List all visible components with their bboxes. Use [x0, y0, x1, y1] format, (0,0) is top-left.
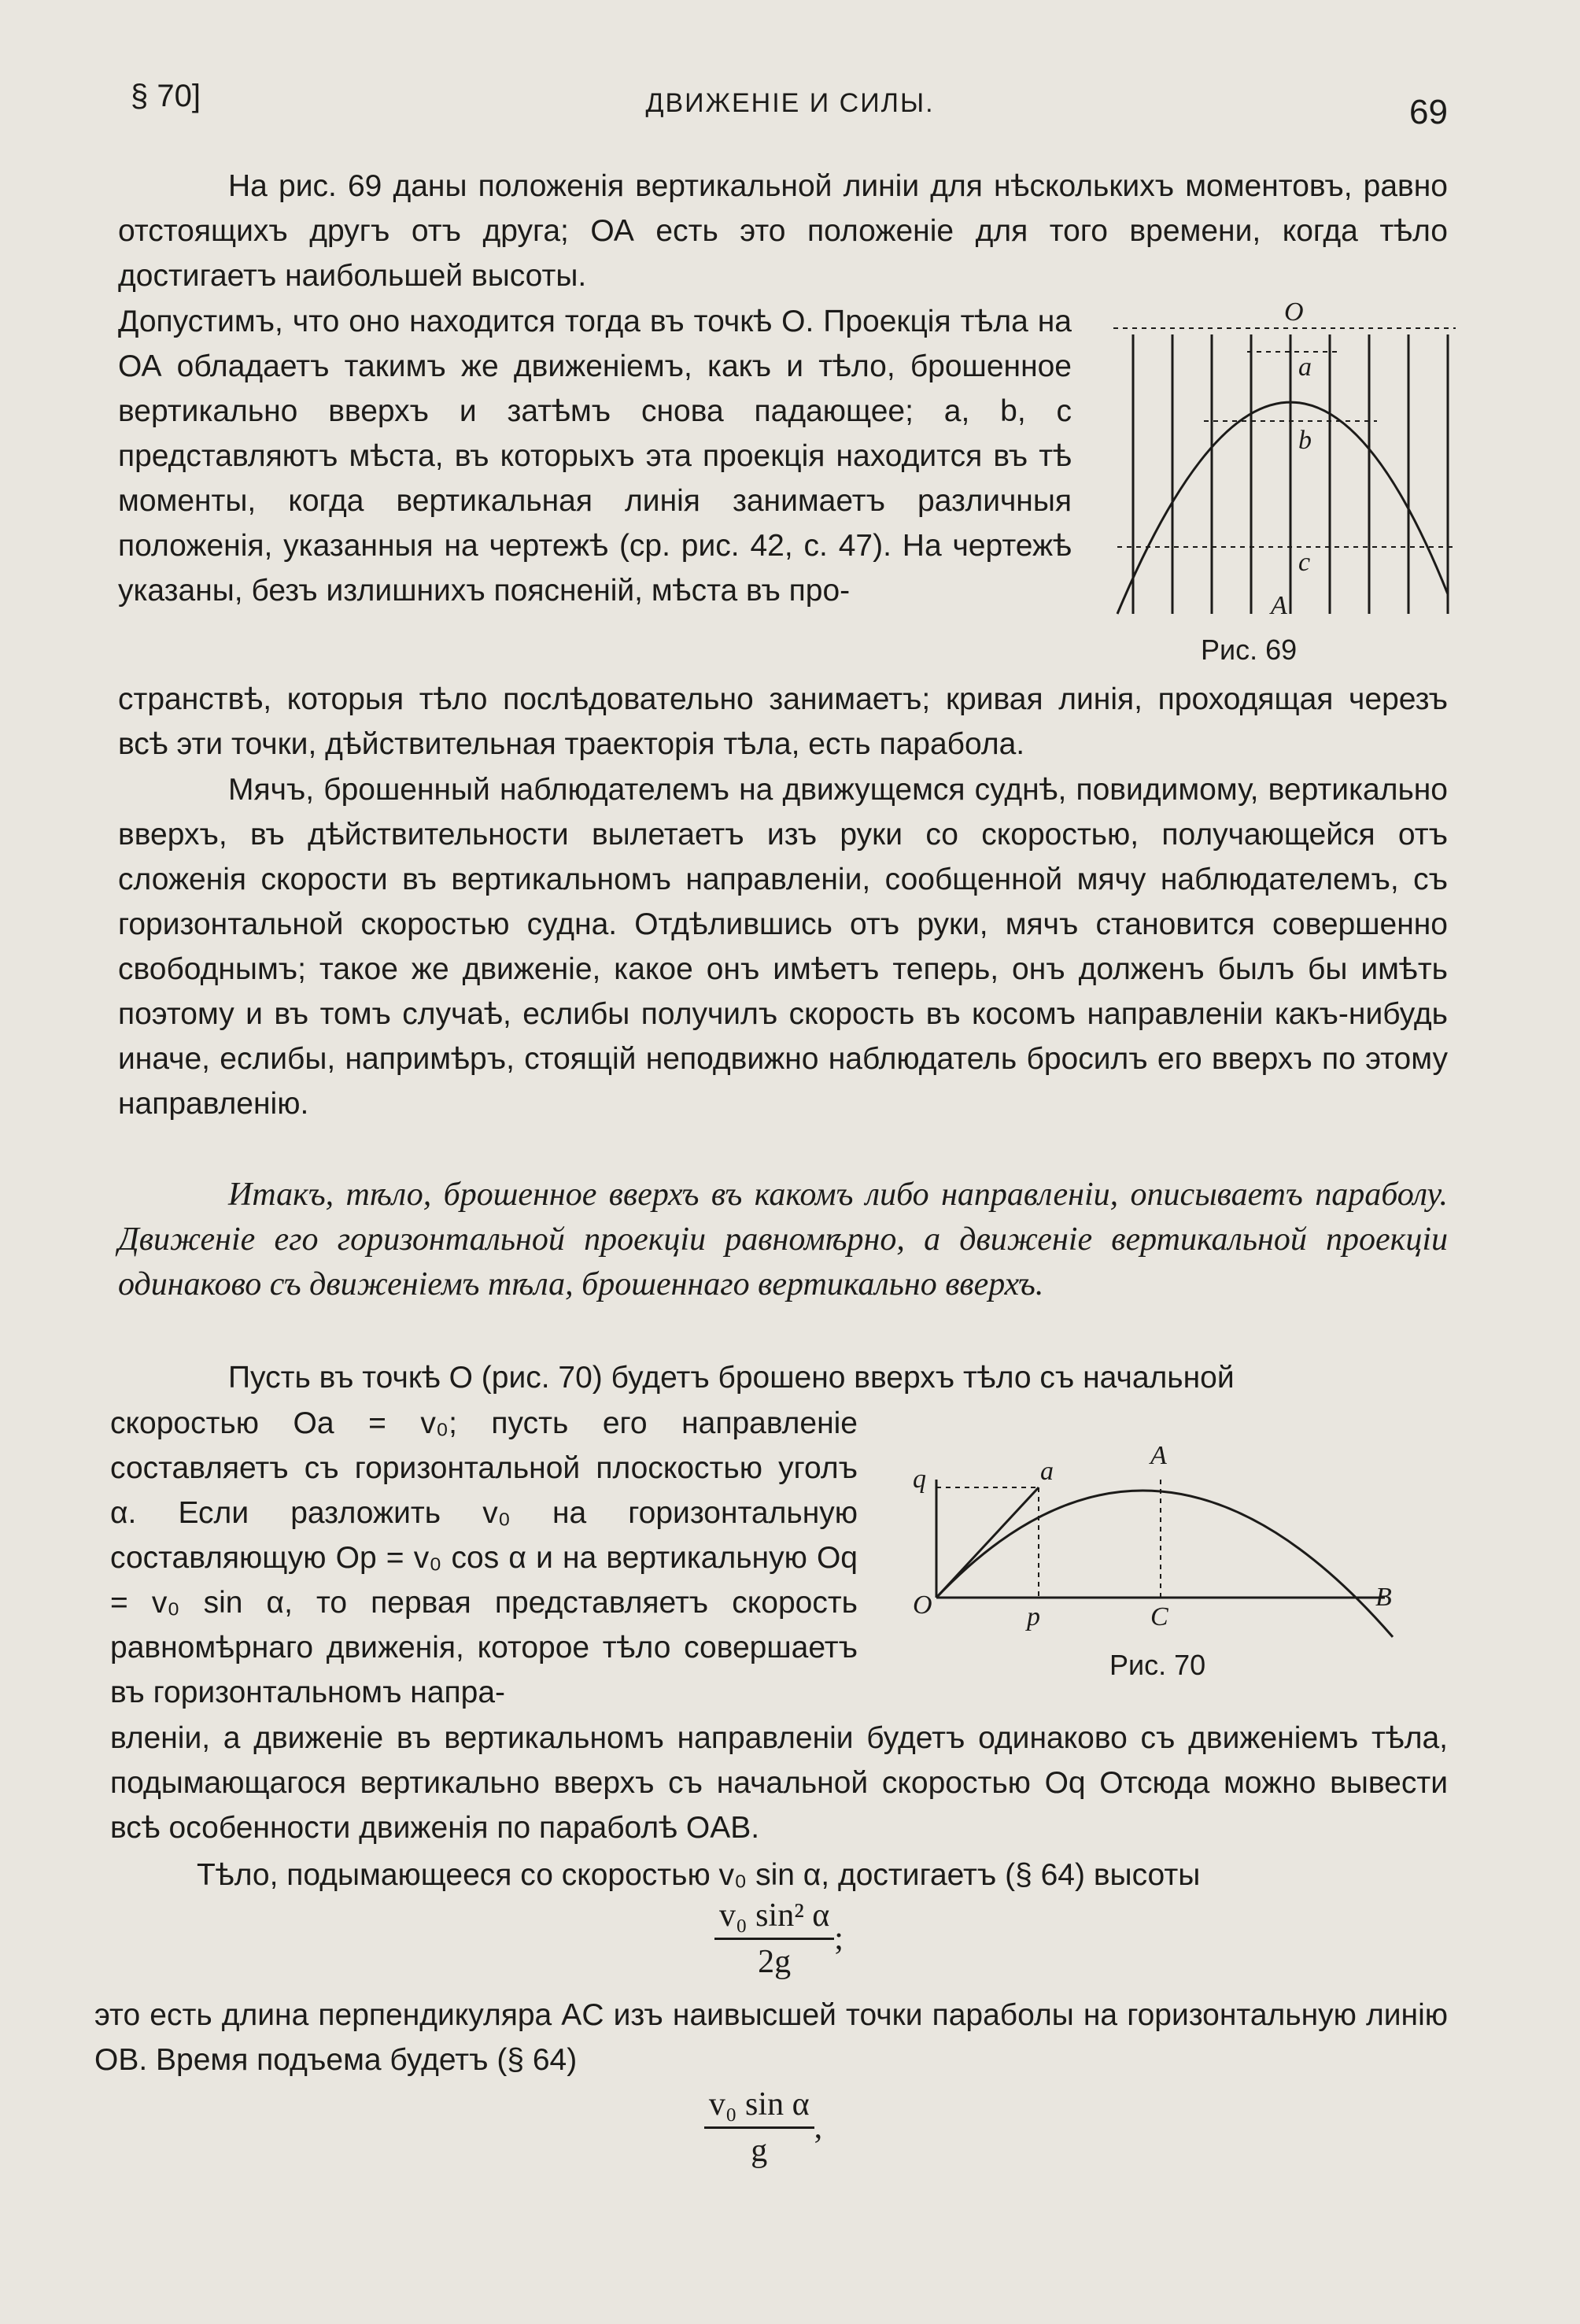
paragraph-4-side: скоростью Оa = v₀; пусть его направленіе составляетъ съ горизонтальной плоскостью уголъ α. Если разложить v₀ на горизонтальную составляющую Op = v₀ cos α и на вертикальную Oq = v₀ sin α, то первая представляетъ скорость равномѣрнаго движенія, которое тѣло совершаетъ въ горизонтальномъ напра-: [110, 1406, 858, 1709]
running-title: ДВИЖЕНІЕ И СИЛЫ.: [645, 88, 935, 118]
paragraph-3-conclusion: Итакъ, тѣло, брошенное вверхъ въ какомъ либо направленіи, описываетъ параболу. Движеніе его горизонтальной проекціи равномѣрно, а движеніе вертикальной проекціи одинаково съ движеніемъ тѣла, брошеннаго вертикально вверхъ.: [118, 1177, 1448, 1302]
figure-69-caption: Рис. 69: [1201, 634, 1298, 666]
fig69-label-A: A: [1271, 591, 1287, 620]
formula-rise-time: [661, 2086, 866, 2170]
paragraph-4-tail: вленіи, а движеніе въ вертикальномъ направленіи будетъ одинаково съ движеніемъ тѣла, подымающагося вертикально вверхъ съ начальной скоростью Oq Отсюда можно вывести всѣ особенности движенія по параболѣ OAB.: [110, 1721, 1448, 1845]
figure-70-projectile-diagram: [905, 1440, 1408, 1645]
fig70-label-p: p: [1027, 1602, 1040, 1631]
fig70-label-B: B: [1375, 1583, 1392, 1612]
fig70-label-a: a: [1040, 1457, 1054, 1486]
fraction-numerator: v₀ sin² α: [714, 1897, 834, 1940]
fig70-label-A: A: [1150, 1441, 1167, 1470]
fig70-label-q: q: [913, 1465, 926, 1494]
figure-70-caption: Рис. 70: [1109, 1649, 1206, 1681]
fraction-denominator: 2g: [758, 1944, 792, 1980]
formula-punctuation: ,: [814, 2109, 823, 2146]
fig69-label-c: c: [1298, 548, 1311, 577]
fig69-label-b: b: [1298, 426, 1312, 455]
paragraph-1-tail: странствѣ, которыя тѣло послѣдовательно занимаетъ; кривая линія, проходящая черезъ всѣ эти точки, дѣйствительная траекторія тѣла, есть парабола.: [118, 682, 1448, 761]
paragraph-1-intro: На рис. 69 даны положенія вертикальной линіи для нѣсколькихъ моментовъ, равно отстоящихъ другъ отъ друга; ОА есть это положеніе для того времени, когда тѣло достигаетъ наибольшей высоты.: [118, 169, 1448, 293]
fraction-numerator: v₀ sin α: [704, 2086, 814, 2129]
fig70-label-C: C: [1150, 1602, 1168, 1631]
paragraph-1-side: Допустимъ, что оно находится тогда въ точкѣ О. Проекція тѣла на ОА обладаетъ такимъ же движеніемъ, какъ и тѣло, брошенное вертикально вверхъ и затѣмъ снова падающее; a, b, c представляютъ мѣста, въ которыхъ эта проекція находится въ тѣ моменты, когда вертикальная линія занимаетъ различныя положенія, указанныя на чертежѣ (ср. рис. 42, с. 47). На чертежѣ указаны, безъ излишнихъ поясненій, мѣста въ про-: [118, 305, 1072, 608]
paragraph-4-intro: Пусть въ точкѣ О (рис. 70) будетъ брошено вверхъ тѣло съ начальной: [228, 1361, 1235, 1395]
formula-punctuation: ;: [834, 1920, 844, 1957]
paragraph-2: Мячъ, брошенный наблюдателемъ на движущемся суднѣ, повидимому, вертикально вверхъ, въ дѣйствительности вылетаетъ изъ руки со скоростью, получающейся отъ сложенія скорости въ вертикальномъ направленіи, сообщенной мячу наблюдателемъ, съ горизонтальной скоростью судна. Отдѣлившись отъ руки, мячъ становится совершенно свободнымъ; такое же движеніе, какое онъ имѣетъ теперь, онъ долженъ былъ бы имѣть поэтому и въ томъ случаѣ, еслибы получилъ скорость въ косомъ направленіи какъ-нибудь иначе, еслибы, напримѣръ, стоящій неподвижно наблюдатель бросилъ его вверхъ по этому направленію.: [118, 773, 1448, 1121]
figure-69-parabola-diagram: [1109, 295, 1456, 626]
fraction: [704, 2086, 814, 2170]
fraction: [714, 1897, 834, 1981]
fraction-denominator: g: [751, 2133, 768, 2169]
fig69-label-o: O: [1284, 297, 1304, 327]
formula-max-height: [661, 1897, 897, 1981]
section-marker: § 70]: [131, 79, 201, 113]
fig69-label-a: a: [1298, 353, 1312, 382]
paragraph-5: Тѣло, подымающееся со скоростью v₀ sin α, достигаетъ (§ 64) высоты: [197, 1858, 1201, 1892]
paragraph-6: это есть длина перпендикуляра AC изъ наивысшей точки параболы на горизонтальную линію OB. Время подъема будетъ (§ 64): [94, 1998, 1448, 2077]
fig70-label-O: O: [913, 1591, 932, 1620]
page-number: 69: [1409, 93, 1448, 131]
